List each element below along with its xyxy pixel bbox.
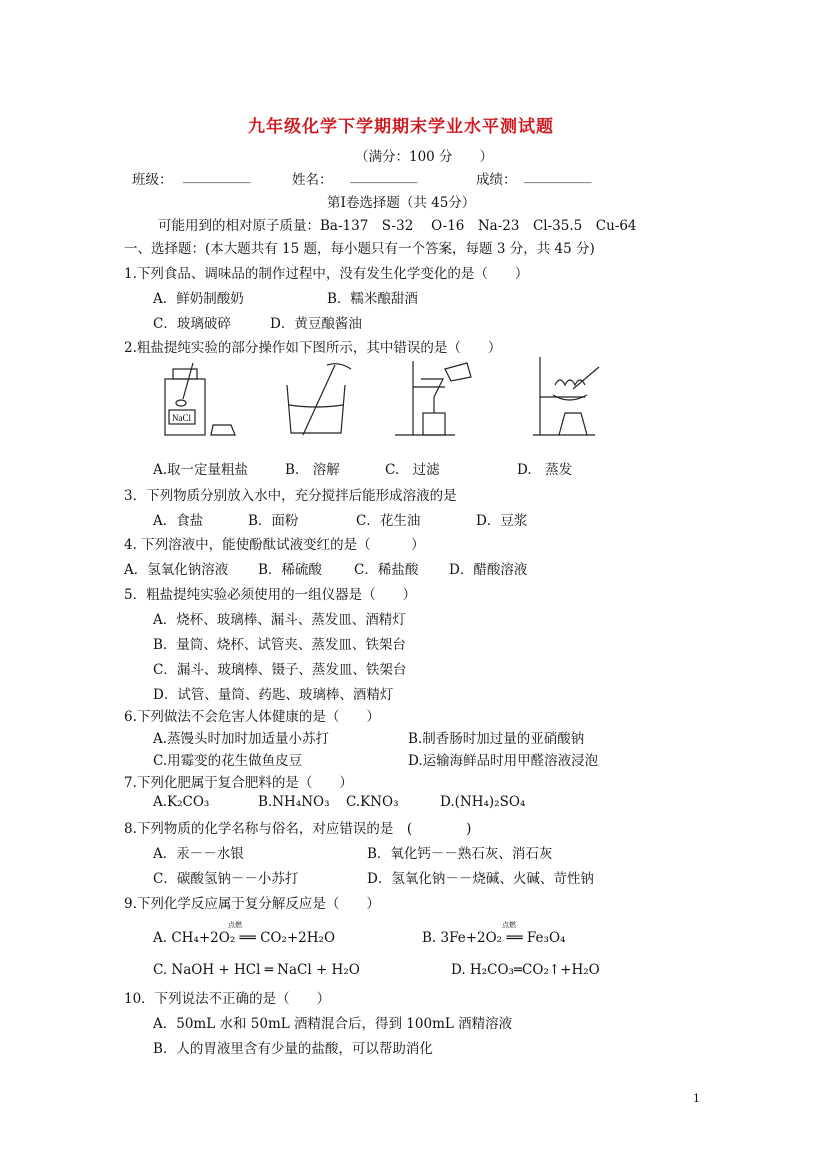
class-blank[interactable]: __________: [183, 168, 251, 184]
q4-option-d: D．醋酸溶液: [449, 562, 528, 578]
evaporation-dish-icon: [533, 357, 599, 435]
section-title: 第Ⅰ卷选择题（共 45分）: [327, 195, 476, 211]
score-label: 成绩：: [476, 172, 517, 188]
q2-option-a: A.取一定量粗盐: [153, 462, 249, 478]
reagent-bottle-icon: [165, 363, 235, 435]
q8-stem: 8.下列物质的化学名称与俗名，对应错误的是 ( ): [124, 821, 472, 837]
q3-option-d: D．豆浆: [476, 513, 528, 529]
q7-option-a: A.K₂CO₃: [153, 794, 210, 810]
q3-option-c: C．花生油: [356, 513, 421, 529]
q9-option-a-condition: 点燃: [228, 921, 242, 929]
nacl-label: NaCl: [172, 413, 191, 423]
name-label: 姓名：: [292, 172, 333, 188]
q3-option-a: A．食盐: [153, 513, 204, 529]
lab-apparatus-figure: [155, 355, 615, 440]
q9-option-b: B. 3Fe+2O₂ ══ Fe₃O₄: [422, 930, 566, 946]
q8-option-c: C．碳酸氢钠－－小苏打: [153, 871, 299, 887]
score-blank[interactable]: __________: [524, 168, 592, 184]
q6-option-c: C.用霉变的花生做鱼皮豆: [153, 753, 303, 769]
q7-stem: 7.下列化肥属于复合肥料的是（ ）: [124, 775, 353, 791]
q1-option-c: C．玻璃破碎: [153, 316, 231, 332]
page-number: 1: [693, 1092, 700, 1105]
q6-option-a: A.蒸馒头时加时加适量小苏打: [153, 731, 330, 747]
q9-stem: 9.下列化学反应属于复分解反应是（ ）: [124, 896, 380, 912]
q9-option-b-condition: 点燃: [502, 921, 516, 929]
q1-option-a: A．鲜奶制酸奶: [153, 291, 244, 307]
q5-option-c: C．漏斗、玻璃棒、镊子、蒸发皿、铁架台: [153, 662, 407, 678]
q4-stem: 4. 下列溶液中，能使酚酞试液变红的是（ ）: [124, 537, 425, 553]
q5-option-a: A．烧杯、玻璃棒、漏斗、蒸发皿、酒精灯: [153, 612, 406, 628]
q5-stem: 5．粗盐提纯实验必须使用的一组仪器是（ ）: [124, 587, 417, 603]
q10-stem: 10．下列说法不正确的是（ ）: [124, 991, 331, 1007]
q9-option-c: C. NaOH + HCl ═ NaCl + H₂O: [153, 962, 360, 978]
q4-option-a: A．氢氧化钠溶液: [124, 562, 229, 578]
q7-option-b: B.NH₄NO₃: [258, 794, 330, 810]
page-title: 九年级化学下学期期末学业水平测试题: [248, 117, 554, 137]
filtration-funnel-icon: [395, 361, 471, 435]
q3-option-b: B．面粉: [248, 513, 299, 529]
q5-option-d: D．试管、量筒、药匙、玻璃棒、酒精灯: [153, 687, 394, 703]
q5-option-b: B．量筒、烧杯、试管夹、蒸发皿、铁架台: [153, 637, 406, 653]
q7-option-d: D.(NH₄)₂SO₄: [440, 794, 526, 810]
q8-option-a: A．汞－－水银: [153, 846, 244, 862]
q9-option-d: D. H₂CO₃═CO₂↑+H₂O: [451, 962, 600, 978]
q4-option-c: C．稀盐酸: [354, 562, 419, 578]
q2-option-d: D. 蒸发: [517, 462, 573, 478]
q2-stem: 2.粗盐提纯实验的部分操作如下图所示，其中错误的是（ ）: [124, 340, 502, 356]
part1-header: 一、选择题：(本大题共有 15 题，每小题只有一个答案，每题 3 分，共 45 分): [124, 241, 595, 257]
q10-option-a: A．50mL 水和 50mL 酒精混合后，得到 100mL 酒精溶液: [153, 1016, 513, 1032]
q10-option-b: B．人的胃液里含有少量的盐酸，可以帮助消化: [153, 1041, 433, 1057]
q6-option-d: D.运输海鲜品时用甲醛溶液浸泡: [408, 753, 599, 769]
atomic-masses: 可能用到的相对原子质量：Ba-137 S-32 O-16 Na-23 Cl-35.5 Cu-64: [158, 218, 637, 234]
class-label: 班级：: [132, 172, 173, 188]
name-blank[interactable]: __________: [350, 168, 418, 184]
q1-stem: 1.下列食品、调味品的制作过程中，没有发生化学变化的是（ ）: [124, 266, 529, 282]
q8-option-d: D．氢氧化钠－－烧碱、火碱、苛性钠: [367, 871, 594, 887]
q2-option-c: C. 过滤: [385, 462, 440, 478]
full-score: （满分：100 分 ）: [355, 149, 494, 165]
q6-stem: 6.下列做法不会危害人体健康的是（ ）: [124, 709, 380, 725]
q1-option-b: B．糯米酿甜酒: [327, 291, 418, 307]
q1-option-d: D．黄豆酿酱油: [270, 316, 362, 332]
q2-option-b: B. 溶解: [285, 462, 340, 478]
q7-option-c: C.KNO₃: [346, 794, 399, 810]
q4-option-b: B．稀硫酸: [258, 562, 322, 578]
q8-option-b: B．氧化钙－－熟石灰、消石灰: [367, 846, 553, 862]
beaker-stirring-icon: [287, 364, 351, 435]
q6-option-b: B.制香肠时加过量的亚硝酸钠: [408, 731, 585, 747]
q9-option-a: A. CH₄+2O₂ ══ CO₂+2H₂O: [153, 930, 336, 946]
q3-stem: 3．下列物质分别放入水中，充分搅拌后能形成溶液的是: [124, 488, 457, 504]
